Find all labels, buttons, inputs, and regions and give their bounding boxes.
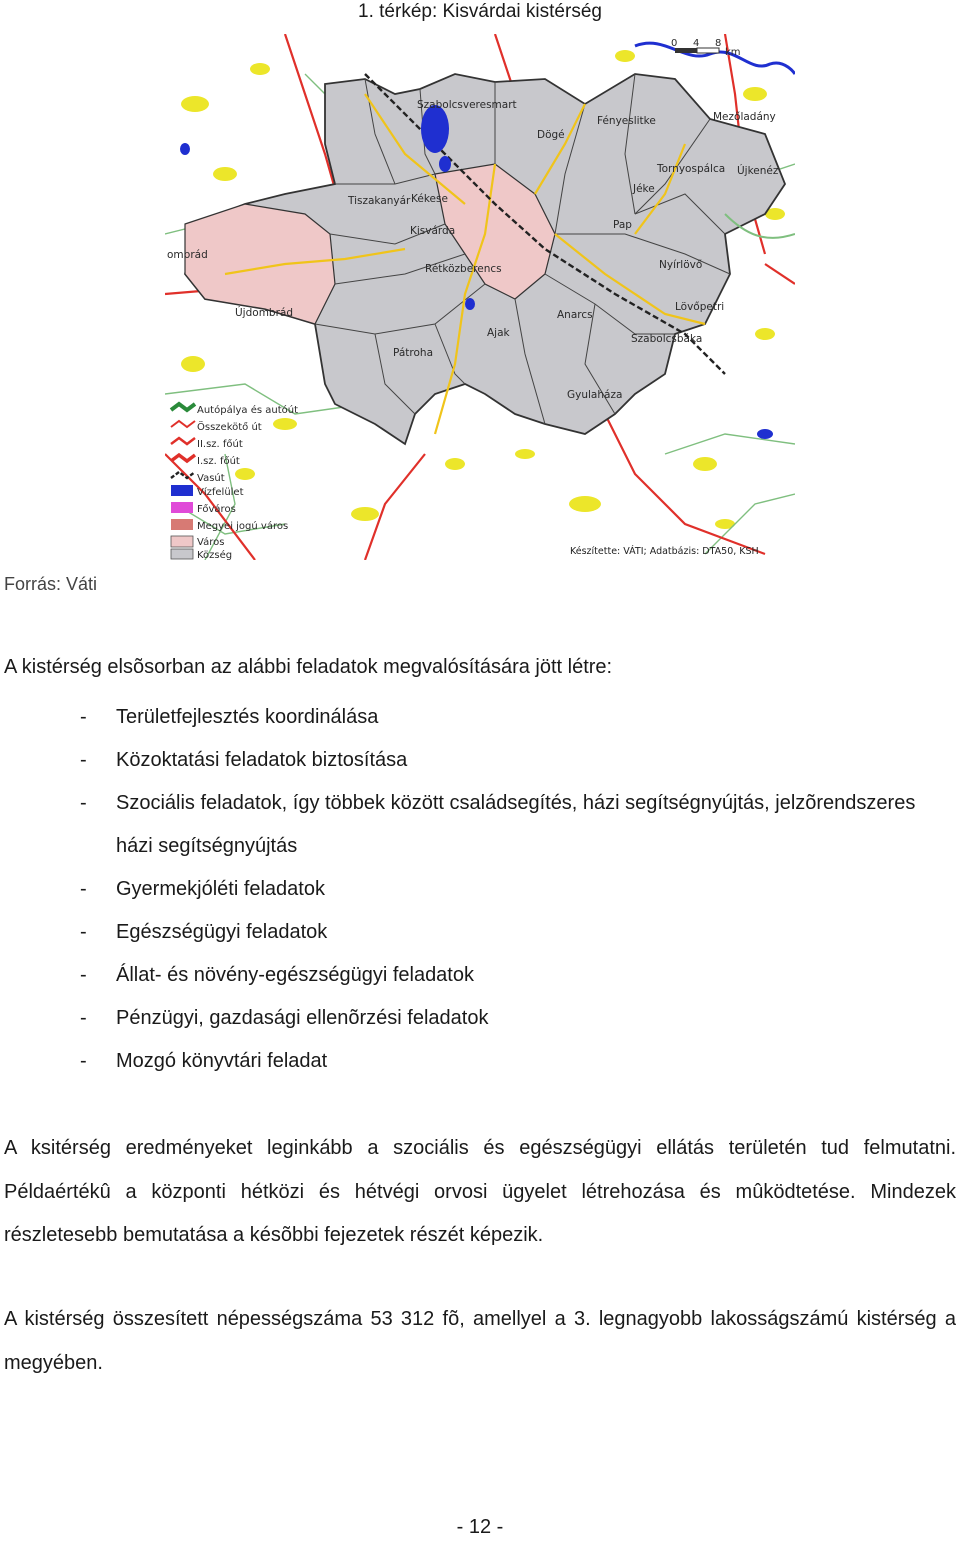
- list-dash: -: [80, 749, 87, 771]
- page-number: - 12 -: [456, 1516, 504, 1538]
- figure-caption: 1. térkép: Kisvárdai kistérség: [358, 1, 602, 22]
- list-item: [4, 954, 954, 997]
- list-item: [4, 739, 954, 782]
- label-kekese: Kékese: [411, 193, 448, 205]
- label-dombrad: ombrád: [167, 249, 208, 261]
- legend-label-village: Község: [197, 550, 233, 560]
- list-dash: -: [80, 921, 87, 943]
- scale-label-zero: 0: [671, 38, 678, 49]
- population-paragraph: A kistérség összesített népességszáma 53 312 fõ, amellyel a 3. legnagyobb lakosságszámú kistérség a megyében.: [4, 1308, 956, 1374]
- label-gyulahaza: Gyulaháza: [567, 389, 623, 401]
- intro-text: A kistérség elsõsorban az alábbi feladatok megvalósítására jött létre:: [4, 656, 613, 678]
- legend-label-connecting-road: Összekötő út: [197, 422, 262, 433]
- list-item: [4, 997, 954, 1040]
- label-lovopetri: Lövőpetri: [675, 301, 725, 313]
- list-item: [4, 868, 954, 911]
- label-mezoladany: Mezőladány: [713, 111, 776, 123]
- label-fenyeslitke: Fényeslitke: [597, 115, 656, 127]
- label-ujdombrad: Újdombrád: [235, 307, 294, 319]
- label-nyirlovo: Nyírlövő: [659, 259, 703, 271]
- task-text: Állat- és növény-egészségügyi feladatok: [116, 964, 474, 986]
- task-text: Területfejlesztés koordinálása: [116, 706, 379, 728]
- legend-label-water: Vízfelület: [197, 487, 244, 498]
- legend-label-primary-road: I.sz. főút: [197, 456, 240, 467]
- scale-label-eight: 8: [715, 38, 722, 49]
- legend-label-railway: Vasút: [197, 473, 225, 484]
- label-tornyospalca: Tornyospálca: [657, 163, 726, 175]
- label-pap: Pap: [613, 219, 632, 231]
- task-list: [4, 696, 954, 1083]
- legend-label-secondary-road: II.sz. főút: [197, 439, 243, 450]
- legend-label-town: Város: [197, 537, 225, 548]
- legend-label-highway: Autópálya és autóút: [197, 405, 299, 416]
- task-text: Mozgó könyvtári feladat: [116, 1050, 328, 1072]
- label-doge: Dögé: [537, 129, 565, 141]
- label-anarcs: Anarcs: [557, 309, 593, 321]
- label-szabolcsveresmart: Szabolcsveresmart: [417, 99, 517, 111]
- map-credit: Készítette: VÁTI; Adatbázis: DTA50, KSH: [570, 546, 759, 557]
- results-paragraph: A ksitérség eredményeket leginkább a szociális és egészségügyi ellátás területén tud felmutatni. Példaértékû a központi hétközi és hétvégi orvosi ügyelet létrehozása és mûködtetése. Mindezek részletesebb bemutatása a késõbbi fejezetek részét képezik.: [4, 1137, 956, 1246]
- label-tiszakanyar: Tiszakanyár: [348, 195, 411, 207]
- task-text: Pénzügyi, gazdasági ellenõrzési feladatok: [116, 1007, 489, 1029]
- task-text: Közoktatási feladatok biztosítása: [116, 749, 408, 771]
- list-item: [4, 911, 954, 954]
- label-ajak: Ajak: [487, 327, 510, 339]
- list-dash: -: [80, 1050, 87, 1072]
- subregion-map: [165, 34, 795, 560]
- list-dash: -: [80, 878, 87, 900]
- list-item: [4, 1040, 954, 1083]
- list-dash: -: [80, 706, 87, 728]
- legend-label-capital: Főváros: [197, 504, 236, 515]
- source-note: Forrás: Váti: [4, 574, 98, 594]
- list-item: [4, 782, 954, 868]
- list-item: [4, 696, 954, 739]
- task-text: Gyermekjóléti feladatok: [116, 878, 325, 900]
- label-retkozberencs: Rétközberencs: [425, 263, 502, 275]
- list-dash: -: [80, 792, 87, 814]
- task-text: Egészségügyi feladatok: [116, 921, 328, 943]
- legend-label-county-town: Megyei jogú város: [197, 521, 289, 532]
- label-szabolcsbaka: Szabolcsbáka: [631, 333, 703, 345]
- task-text: Szociális feladatok, így többek között családsegítés, házi segítségnyújtás, jelzõrendszeres házi segítségnyújtás: [116, 792, 916, 857]
- list-dash: -: [80, 964, 87, 986]
- label-ujkenez: Újkenéz: [737, 165, 779, 177]
- label-patroha: Pátroha: [393, 347, 434, 359]
- scale-label-four: 4: [693, 38, 700, 49]
- scale-label-unit: km: [725, 47, 741, 58]
- label-jeke: Jéke: [633, 183, 655, 195]
- list-dash: -: [80, 1007, 87, 1029]
- label-kisvarda: Kisvárda: [410, 225, 456, 237]
